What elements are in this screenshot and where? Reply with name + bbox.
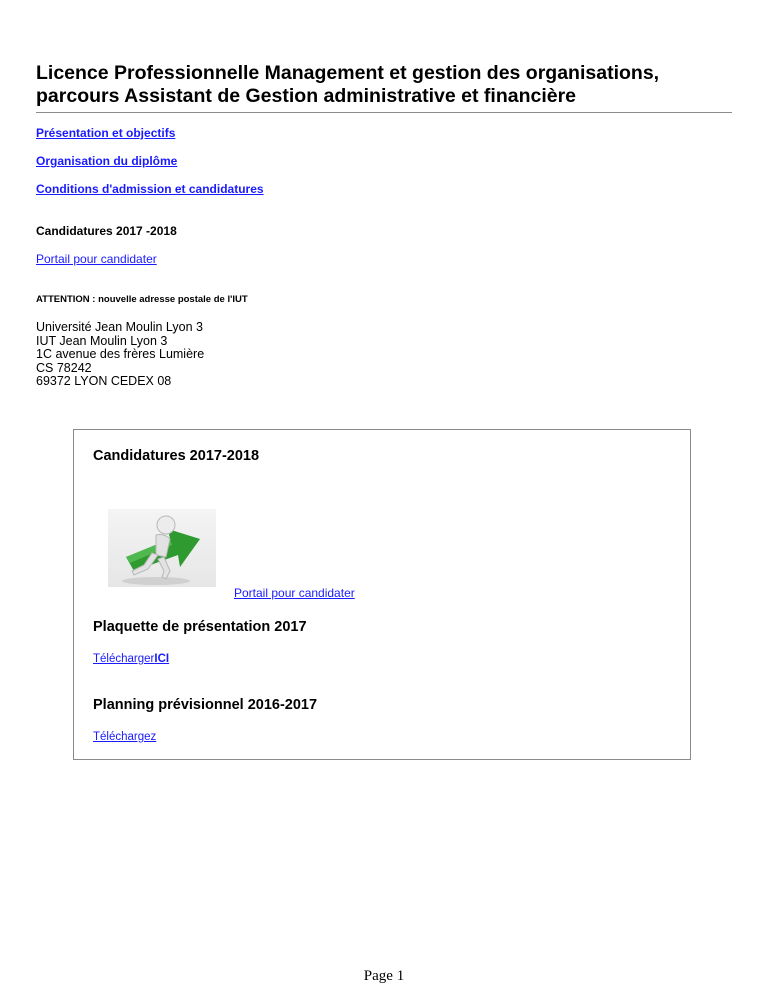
box-heading-candidatures: Candidatures 2017-2018 — [93, 448, 260, 464]
page-title — [36, 62, 736, 108]
address-line: 69372 LYON CEDEX 08 — [36, 374, 172, 388]
candidatures-heading: Candidatures 2017 -2018 — [36, 224, 177, 238]
download-brochure-link[interactable] — [93, 652, 169, 666]
page-title-line-1: Licence Professionnelle Management et gestion des organisations, — [36, 62, 660, 84]
postal-address — [36, 321, 204, 389]
address-line: Université Jean Moulin Lyon 3 — [36, 320, 203, 334]
nav-link-organisation[interactable]: Organisation du diplôme — [36, 154, 178, 168]
person-pushing-arrow-icon — [108, 509, 216, 587]
address-line: IUT Jean Moulin Lyon 3 — [36, 333, 168, 348]
page-number: Page 1 — [363, 968, 405, 984]
download-brochure-label: Télécharger — [93, 653, 155, 665]
nav-link-conditions[interactable]: Conditions d'admission et candidatures — [36, 182, 264, 196]
address-line: CS 78242 — [36, 360, 92, 375]
box-heading-planning: Planning prévisionnel 2016-2017 — [93, 697, 318, 713]
title-divider — [36, 112, 732, 113]
info-box — [73, 429, 691, 760]
box-heading-plaquette: Plaquette de présentation 2017 — [93, 619, 307, 635]
page-title-line-2: parcours Assistant de Gestion administrative et financière — [36, 85, 577, 107]
attention-notice: ATTENTION : nouvelle adresse postale de l'IUT — [36, 294, 248, 305]
box-portal-link[interactable]: Portail pour candidater — [234, 586, 355, 600]
download-brochure-ici: ICI — [154, 653, 170, 665]
download-planning-link[interactable]: Téléchargez — [93, 731, 157, 743]
nav-link-presentation[interactable]: Présentation et objectifs — [36, 126, 176, 140]
portal-link[interactable]: Portail pour candidater — [36, 252, 157, 266]
address-line: 1C avenue des frères Lumière — [36, 347, 205, 361]
